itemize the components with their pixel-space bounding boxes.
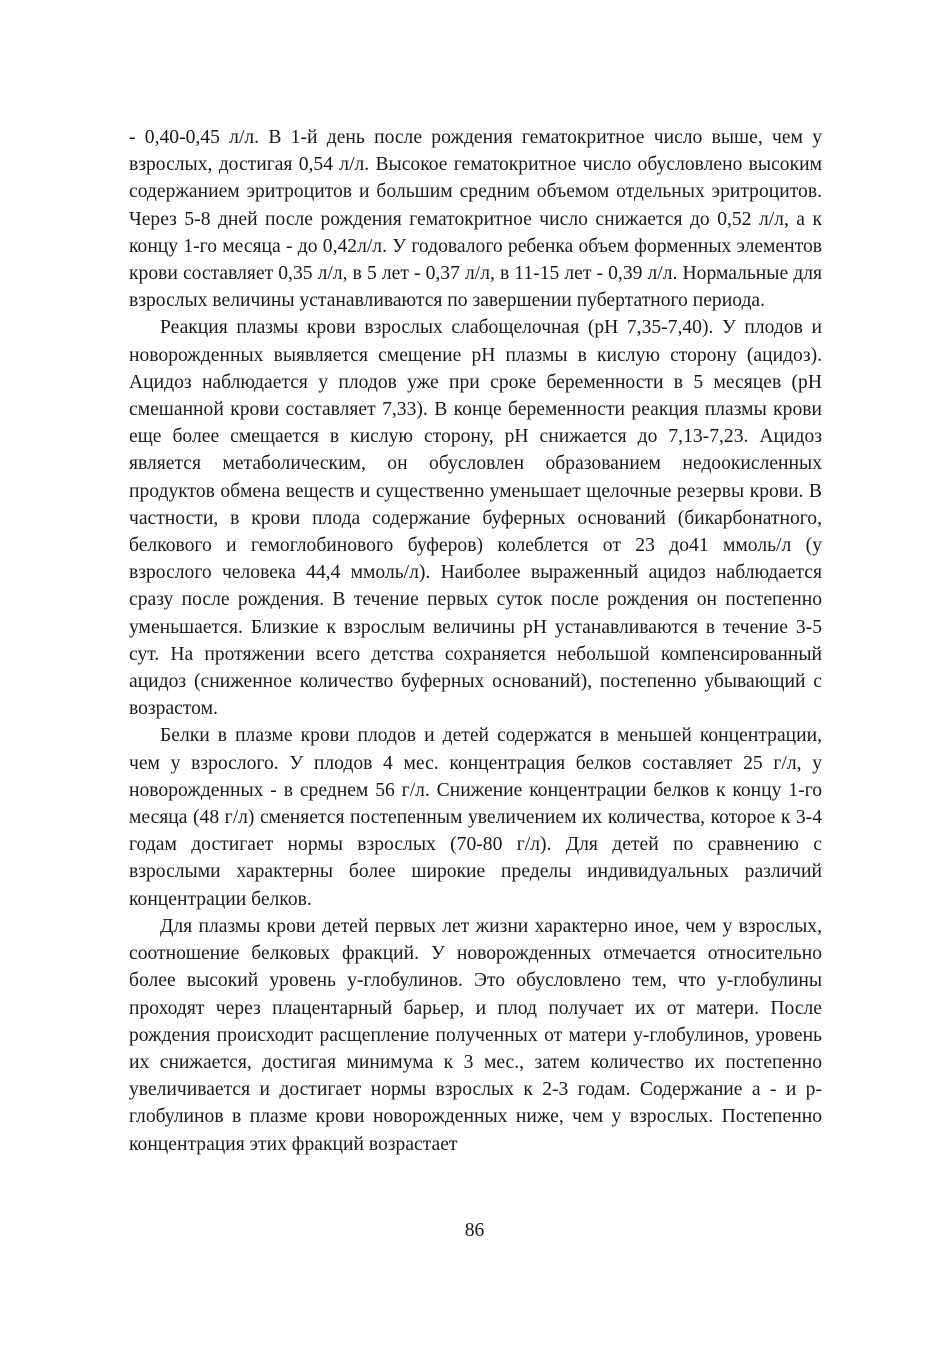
paragraph-plasma-reaction: Реакция плазмы крови взрослых слабощелочная (pH 7,35-7,40). У плодов и новорожденных выявляется смещение pH плазмы в кислую сторону (ацидоз). Ацидоз наблюдается у плодов уже при сроке беременности в 5 месяцев (pH смешанной крови составляет 7,33). В конце беременности реакция плазмы крови еще более смещается в кислую сторону, pH снижается до 7,13-7,23. Ацидоз является метаболическим, он обусловлен образованием недоокисленных продуктов обмена веществ и существенно уменьшает щелочные резервы крови. В частности, в крови плода содержание буферных оснований (бикарбонатного, белкового и гемоглобинового буферов) колеблется от 23 до41 ммоль/л (у взрослого человека 44,4 ммоль/л). Наиболее выраженный ацидоз наблюдается сразу после рождения. В течение первых суток после рождения он постепенно уменьшается. Близкие к взрослым величины pH устанавливаются в течение 3-5 сут. На протяжении всего детства сохраняется небольшой компенсированный ацидоз (сниженное количество буферных оснований), постепенно убывающий с возрастом. [129, 317, 822, 720]
page-number: 86 [464, 1220, 485, 1241]
paragraph-protein-fractions: Для плазмы крови детей первых лет жизни характерно иное, чем у взрослых, соотношение белковых фракций. У новорожденных отмечается относительно более высокий уровень у-глобулинов. Это обусловлено тем, что у-глобулины проходят через плацентарный барьер, и плод получает их от матери. После рождения происходит расщепление полученных от матери у-глобулинов, уровень их снижается, достигая минимума к 3 мес., затем количество их постепенно увеличивается и достигает нормы взрослых к 2-3 годам. Содержание а - и р-глобулинов в плазме крови новорожденных ниже, чем у взрослых. Постепенно концентрация этих фракций возрастает [129, 915, 822, 1155]
paragraph-plasma-proteins: Белки в плазме крови плодов и детей содержатся в меньшей концентрации, чем у взрослого. У плодов 4 мес. концентрация белков составляет 25 г/л, у новорожденных - в среднем 56 г/л. Снижение концентрации белков к концу 1-го месяца (48 г/л) сменяется постепенным увеличением их количества, которое к 3-4 годам достигает нормы взрослых (70-80 г/л). Для детей по сравнению с взрослыми характерны более широкие пределы индивидуальных различий концентрации белков. [129, 725, 822, 910]
page-body [129, 124, 822, 1158]
paragraph-hematocrit: - 0,40-0,45 л/л. В 1-й день после рождения гематокритное число выше, чем у взрослых, достигая 0,54 л/л. Высокое гематокритное число обусловлено высоким содержанием эритроцитов и большим средним объемом отдельных эритроцитов. Через 5-8 дней после рождения гематокритное число снижается до 0,52 л/л, а к концу 1-го месяца - до 0,42л/л. У годовалого ребенка объем форменных элементов крови составляет 0,35 л/л, в 5 лет - 0,37 л/л, в 11-15 лет - 0,39 л/л. Нормальные для взрослых величины устанавливаются по завершении пубертатного периода. [129, 127, 822, 312]
